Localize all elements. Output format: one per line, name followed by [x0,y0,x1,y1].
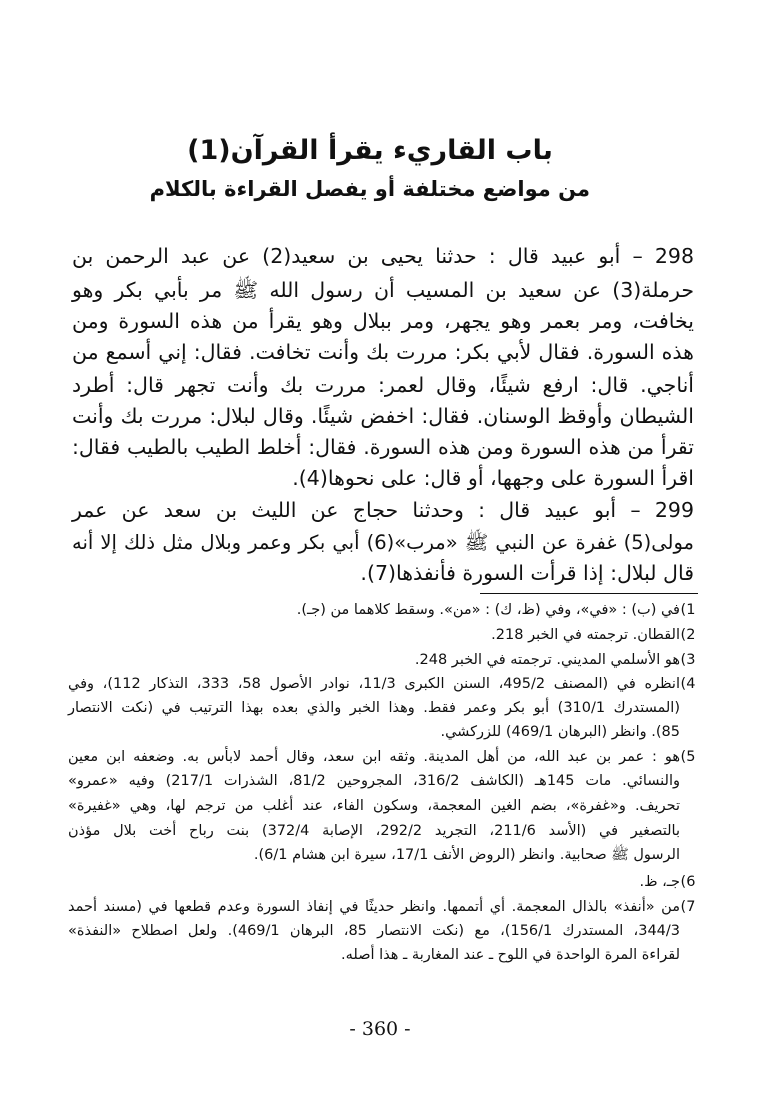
footnote-text: من «أنفذ» بالذال المعجمة. أي أتممها. وانظر حديثًا في إنفاذ السورة وعدم قطعها في (مسند أحمد [68,899,680,915]
footnote-number: (2 [680,627,696,643]
body-line: الشيطان وأوقظ الوسنان. فقال: اخفض شيئًا. وقال لبلال: مررت بك وأنت [72,404,694,428]
footnote-number: (4 [680,676,696,692]
footnote-text: هو : عمر بن عبد الله، من أهل المدينة. وثقه ابن سعد، وقال أحمد لابأس به. وضعفه ابن معين [68,749,680,765]
body-line: يخافت، ومر بعمر وهو يجهر، ومر ببلال وهو يقرأ من هذه السورة ومن [72,309,694,333]
body-line: مولى(5) غفرة عن النبي ﷺ «مرب»(6) أبي بكر وعمر وبلال مثل ذلك إلا أنه [72,531,694,554]
body-line: هذه السورة. فقال لأبي بكر: مررت بك وأنت تخافت. فقال: إني أسمع من [72,340,694,364]
body-line: حرملة(3) عن سعيد بن المسيب أن رسول الله ﷺ مر بأبي بكر وهو [72,278,694,302]
footnote-text: بالتصغير في (الأسد 211/6، التجريد 292/2، الإصابة 372/4) بنت رباح أخت بلال مؤذن [68,823,680,839]
footnote-number: (6 [680,874,696,890]
body-line: أناجي. قال: ارفع شيئًا، وقال لعمر: مررت بك وأنت تجهر قال: أطرد [72,373,694,397]
chapter-subtitle: من مواضع مختلفة أو يفصل القراءة بالكلام [149,177,590,201]
footnote-text: الرسول ﷺ صحابية. وانظر (الروض الأنف 17/1، سيرة ابن هشام 6/1). [253,847,680,863]
footnote-separator [480,593,698,594]
footnote-number: (3 [680,652,696,668]
body-line: قال لبلال: إذا قرأت السورة فأنفذها(7). [360,561,694,585]
body-line: تقرأ من هذه السورة ومن هذه السورة. فقال: أخلط الطيب بالطيب فقال: [72,435,694,459]
body-line: 299 – أبو عبيد قال : وحدثنا حجاج عن الليث بن سعد عن عمر [72,498,694,522]
footnote-text: انظره في (المصنف 495/2، السنن الكبرى 11/3، نوادر الأصول 58، 333، التذكار 112)، وفي [68,676,680,692]
body-line: 298 – أبو عبيد قال : حدثنا يحيى بن سعيد(2) عن عبد الرحمن بن [72,244,694,268]
footnote-text: والنسائي. مات 145هـ (الكاشف 316/2، المجروحين 81/2، الشذرات 217/1) وفيه «عمرو» [68,773,680,789]
footnote-text: جـ، ظ. [639,874,680,890]
footnote-text: (المستدرك 310/1) أبو بكر وعمر فقط. وهذا الخبر والذي بعده بهذا الترتيب في (نكت الانتصار [68,700,680,716]
footnote-text: هو الأسلمي المديني. ترجمته في الخبر 248. [414,652,680,668]
body-line: اقرأ السورة على وجهها، أو قال: على نحوها(4). [292,466,694,490]
footnote-number: (7 [680,899,696,915]
footnote-number: (1 [680,602,696,618]
footnote-number: (5 [680,749,696,765]
footnote-text: القطان. ترجمته في الخبر 218. [491,627,680,643]
chapter-title: باب القاريء يقرأ القرآن(1) [187,135,553,166]
footnote-text: لقراءة المرة الواحدة في اللوح ـ عند المغاربة ـ هذا أصله. [341,947,680,963]
footnote-text: تحريف. و«غفرة»، بضم الغين المعجمة، وسكون الفاء، عند أغلب من ترجم لها، وهي «غفيرة» [68,798,680,814]
footnote-text: 344/3، المستدرك 156/1)، مع (نكت الانتصار 85، البرهان 469/1). ولعل اصطلاح «النفذة» [68,923,681,939]
footnote-text: 85). وانظر (البرهان 469/1) للزركشي. [440,724,680,740]
footnote-text: في (ب) : «في»، وفي (ظ، ك) : «من». وسقط كلاهما من (جـ). [296,602,680,618]
page-number: - 360 - [349,1018,411,1040]
